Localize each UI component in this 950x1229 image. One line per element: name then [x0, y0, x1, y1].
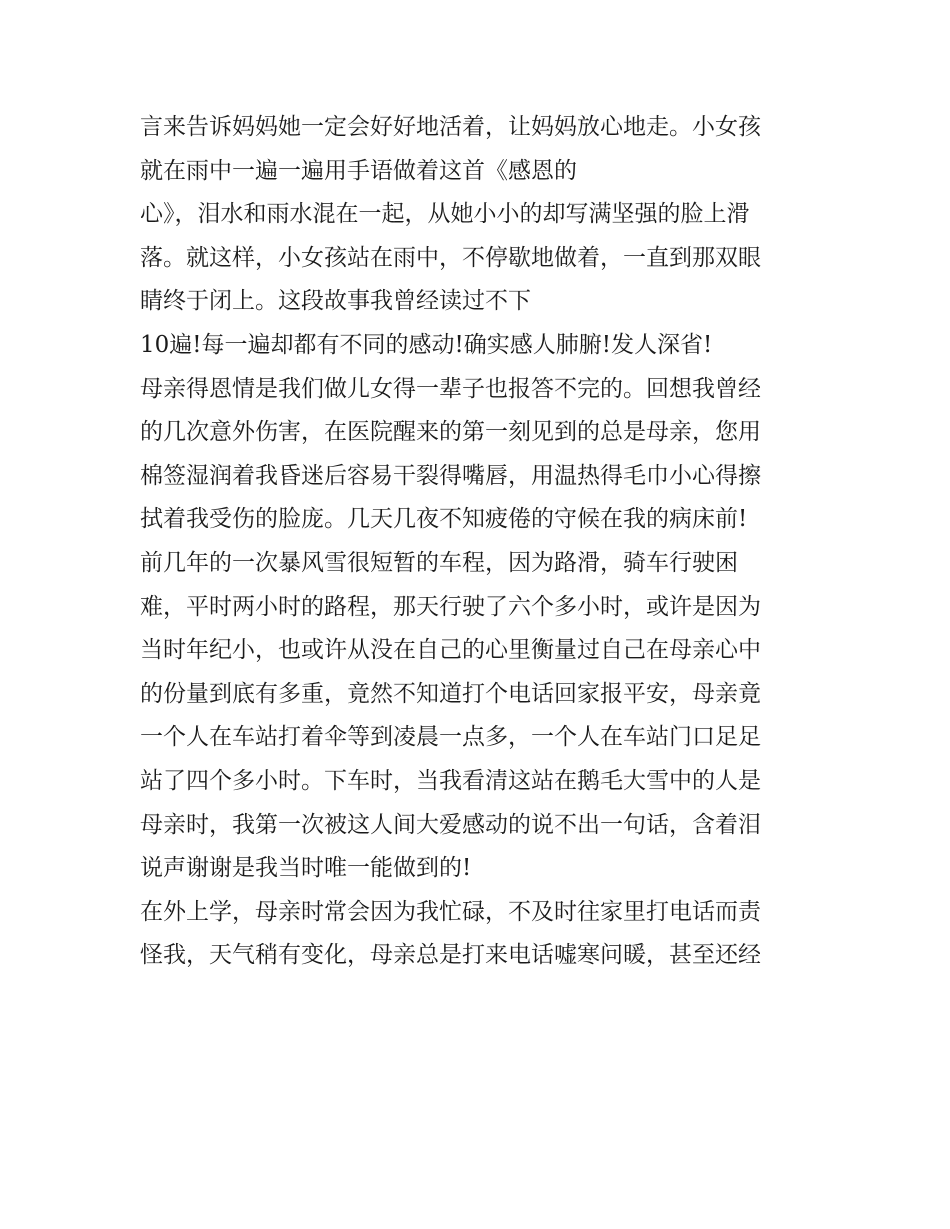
- text-line: 睛终于闭上。这段故事我曾经读过不下: [140, 288, 531, 315]
- text-line: 站了四个多小时。下车时，当我看清这站在鹅毛大雪中的人是: [140, 767, 761, 794]
- text-line: 拭着我受伤的脸庞。几天几夜不知疲倦的守候在我的病床前!: [140, 506, 748, 533]
- text-line: 的份量到底有多重，竟然不知道打个电话回家报平安，母亲竟: [140, 680, 761, 707]
- text-line: 说声谢谢是我当时唯一能做到的!: [140, 855, 472, 882]
- text-line: 就在雨中一遍一遍用手语做着这首《感恩的: [140, 157, 577, 184]
- text-line: 心》，泪水和雨水混在一起，从她小小的却写满坚强的脸上滑: [140, 201, 750, 228]
- text-line: 言来告诉妈妈她一定会好好地活着，让妈妈放心地走。小女孩: [140, 114, 761, 140]
- text-line: 棉签湿润着我昏迷后容易干裂得嘴唇，用温热得毛巾小心得擦: [140, 462, 761, 489]
- text-line: 难，平时两小时的路程，那天行驶了六个多小时，或许是因为: [140, 593, 761, 620]
- text-line: 怪我，天气稍有变化，母亲总是打来电话嘘寒问暖，甚至还经: [140, 942, 761, 969]
- text-line: 在外上学，母亲时常会因为我忙碌，不及时往家里打电话而责: [140, 898, 761, 925]
- text-line: 母亲得恩情是我们做儿女得一辈子也报答不完的。回想我曾经: [140, 375, 761, 402]
- text-line: 当时年纪小，也或许从没在自己的心里衡量过自己在母亲心中: [140, 637, 761, 664]
- text-line: 一个人在车站打着伞等到凌晨一点多，一个人在车站门口足足: [140, 724, 761, 751]
- body-text: [140, 106, 830, 978]
- text-line: 10遍!每一遍却都有不同的感动!确实感人肺腑!发人深省!: [140, 331, 713, 358]
- text-line: 母亲时，我第一次被这人间大爱感动的说不出一句话，含着泪: [140, 811, 761, 838]
- text-line: 前几年的一次暴风雪很短暂的车程，因为路滑，骑车行驶困: [140, 549, 738, 576]
- text-line: 的几次意外伤害，在医院醒来的第一刻见到的总是母亲，您用: [140, 419, 761, 446]
- text-line: 落。就这样，小女孩站在雨中，不停歇地做着，一直到那双眼: [140, 244, 761, 271]
